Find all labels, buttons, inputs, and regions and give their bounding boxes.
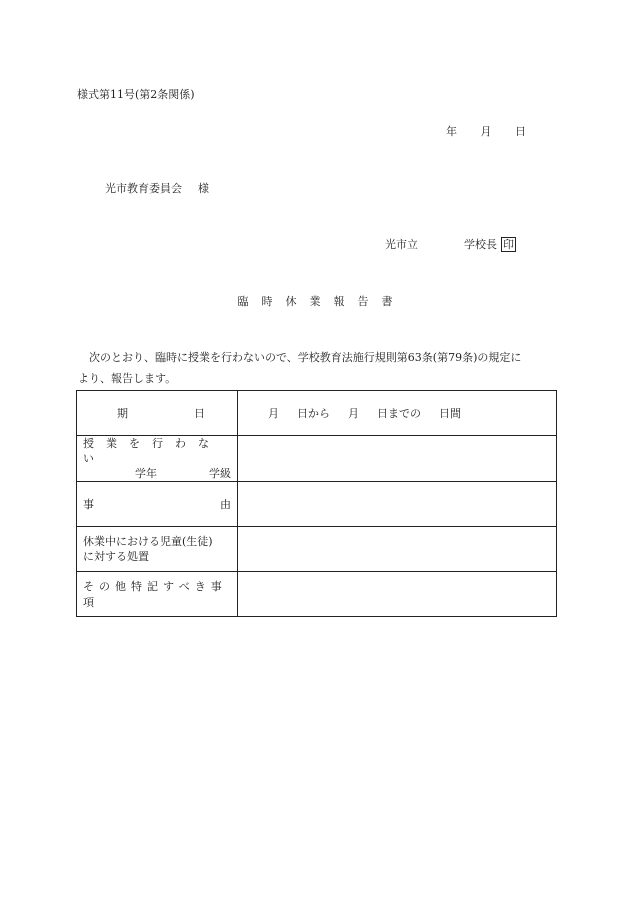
- addressee: [105, 180, 209, 196]
- sender-city: 光市立: [385, 238, 418, 251]
- measures-value[interactable]: [238, 527, 557, 572]
- period-month-1: 月: [268, 407, 279, 420]
- intro-text: [78, 347, 558, 389]
- addressee-honorific: 様: [198, 182, 209, 195]
- reason-value[interactable]: [238, 482, 557, 527]
- period-label-b: 日: [194, 407, 205, 420]
- date-month: 月: [480, 125, 492, 138]
- reason-label: [77, 482, 238, 527]
- period-month-2: 月: [348, 407, 359, 420]
- grades-label-text: 授業を行わない: [83, 437, 221, 465]
- period-label: [77, 391, 238, 436]
- table-row: [77, 482, 557, 527]
- form-number: 様式第11号(第2条関係): [77, 88, 195, 101]
- intro-line-2: より、報告します。: [78, 372, 177, 385]
- period-days: 日間: [439, 407, 461, 420]
- grades-label-grade: 学年: [135, 467, 157, 480]
- grades-label-line1: [83, 436, 231, 466]
- grades-value[interactable]: [238, 436, 557, 482]
- period-label-a: 期: [117, 407, 128, 420]
- grades-label-class: 学級: [209, 467, 231, 480]
- document-title: 臨時休業報告書: [237, 295, 406, 308]
- reason-label-a: 事: [83, 498, 94, 511]
- date-day: 日: [515, 125, 526, 138]
- period-day-until: 日までの: [377, 407, 421, 420]
- other-label: [77, 572, 238, 617]
- reason-label-b: 由: [220, 498, 231, 511]
- date-line: [446, 123, 526, 139]
- other-value[interactable]: [238, 572, 557, 617]
- measures-label-line2: に対する処置: [83, 550, 149, 563]
- seal-mark: 印: [503, 238, 514, 251]
- table-row: [77, 572, 557, 617]
- report-table: [76, 390, 557, 617]
- other-label-text: その他特記すべき事項: [83, 580, 227, 609]
- period-day-from: 日から: [297, 407, 330, 420]
- addressee-name: 光市教育委員会: [105, 182, 182, 195]
- measures-label-line1: 休業中における児童(生徒): [83, 535, 213, 548]
- intro-line-1: 次のとおり、臨時に授業を行わないので、学校教育法施行規則第63条(第79条)の規定に: [89, 351, 522, 364]
- grades-label: [77, 436, 238, 482]
- period-value[interactable]: [238, 391, 557, 436]
- table-row: [77, 391, 557, 436]
- date-year: 年: [446, 125, 457, 138]
- sender-principal: 学校長: [464, 238, 497, 251]
- table-row: [77, 436, 557, 482]
- sender: [385, 236, 516, 252]
- measures-label: [77, 527, 238, 572]
- table-row: [77, 527, 557, 572]
